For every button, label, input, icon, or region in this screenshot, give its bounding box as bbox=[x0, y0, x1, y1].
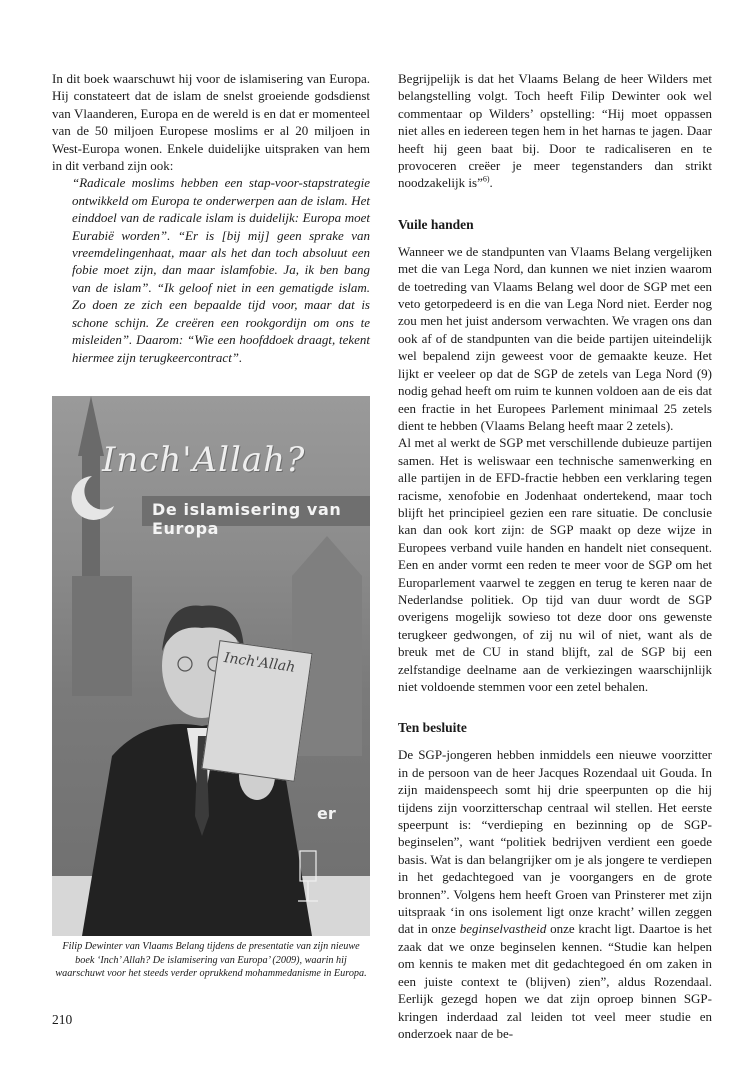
paragraph-wilders-end: . bbox=[489, 175, 493, 191]
paragraph-wilders bbox=[398, 70, 712, 192]
book-title: Inch'Allah bbox=[222, 649, 297, 676]
banner-subtitle: De islamisering van Europa bbox=[152, 500, 342, 538]
heading-vuile-handen: Vuile handen bbox=[398, 216, 474, 232]
paragraph-sgp-jongeren-a: De SGP-jongeren hebben inmiddels een nieuwe voorzitter in de persoon van de heer Jacques Rozendaal uit Gouda. In zijn maidenspeech somt hij drie speerpunten op die hij tijdens zijn voorzitterschap centraal wil stellen. Het eerste speerpunt is: “verdieping en bezinning op de SGP-beginselen”, want “politiek bedrijven verdient een goede basis. Wat is dan belangrijker om je als jongere te verdiepen in het gedachtegoed van je voorgangers en de grote bronnen”. Volgens hem heeft Groen van Prinsterer met zijn uitspraak ‘in ons isolement ligt onze kracht’ willen zeggen dat in onze bbox=[398, 747, 712, 937]
right-column bbox=[398, 70, 712, 1042]
footnote-ref: 6) bbox=[482, 175, 490, 185]
emphasis-beginselvastheid: beginselvastheid bbox=[459, 921, 547, 937]
paragraph-dubieuze-partijen: Al met al werkt de SGP met verschillende dubieuze partijen samen. Het is weliswaar een technische samenwerking en alle partijen in de EFD-fractie hebben een verklaring tegen racisme, xenofobie en Jodenhaat ondertekend, maar toch blijft het principieel gezien een rare situatie. De conclusie kan dan ook kort zijn: de SGP maakt op deze wijze in Europees verband vuile handen en handelt niet consequent. Een en ander vormt een reden te meer voor de SGP om het Europarlement vaarwel te zeggen en terug te keren naar de Nederlandse politiek. Op tijd van duur wordt de SGP overigens mogelijk sowieso tot deze door ons gewenste terugkeer gedwongen, of zij nu wil of niet, want als de breuk met de CU in stand blijft, zal de SGP bij een zelfstandige deelname aan de verkiezingen waarschijnlijk niet voldoende stemmen voor een zetel behalen. bbox=[398, 435, 712, 694]
paragraph-sgp-jongeren-b: onze kracht ligt. Daartoe is het zaak dat we onze beginselen kennen. “Studie kan helpen om kennis te maken met dit gedachtegoed én om zaken in een juiste context te (blijven) zien”, aldus Rozendaal. Eerlijk gezegd hopen we dat zijn oproep binnen SGP-kringen inderdaad zal leiden tot veel meer studie en onderzoek naar de be- bbox=[398, 921, 712, 1041]
paragraph-wilders-text: Begrijpelijk is dat het Vlaams Belang de heer Wilders met belangstelling volgt. Toch heeft Filip Dewinter ook wel commentaar op Wilders’ opstelling: “Hij moet oppassen niet alles en iedereen tegen hem in het harnas te jagen. Daar heeft hij geen baat bij. Door te radicaliseren en te provoceren creëer je meer tegenstanders dan strikt noodzakelijk is” bbox=[398, 71, 712, 191]
presentation-photo bbox=[52, 396, 370, 936]
page-number: 210 bbox=[52, 1012, 73, 1027]
quote-block: “Radicale moslims hebben een stap-voor-stapstrategie ontwikkeld om Europa te onderwerpen aan de islam. Het einddoel van de radicale islam is duidelijk: Europa moet Eurabië worden”. “Er is [bij mij] geen sprake van vreemdelingenhaat, maar als het dan toch absoluut een fobie moet zijn, dan maar islamfobie. Ja, ik ben bang van de islam”. “Ik geloof niet in een gematigde islam. Zo doen ze zich een bepaalde tijd voor, maar dat is schone schijn. Ze creëren een rookgordijn om ons te misleiden”. Daarom: “Wie een hoofddoek draagt, tekent hiermee zijn terugkeercontract”. bbox=[72, 175, 370, 365]
intro-paragraph: In dit boek waarschuwt hij voor de islamisering van Europa. Hij constateert dat de islam de snelst groeiende godsdienst van Vlaanderen, Europa en de wereld is en dat er momenteel van de 50 miljoen Europese moslims er al 20 miljoen in West-Europa wonen. Enkele duidelijke uitspraken van hem in dit verband zijn ook: bbox=[52, 71, 370, 174]
paragraph-sgp-jongeren bbox=[398, 746, 712, 1042]
heading-ten-besluite: Ten besluite bbox=[398, 720, 467, 736]
held-book bbox=[201, 640, 312, 782]
banner-fragment: er bbox=[317, 804, 336, 823]
paragraph-lega-nord: Wanneer we de standpunten van Vlaams Belang vergelijken met die van Lega Nord, dan kunnen we niet inzien waarom de toetreding van Vlaams Belang wel door de SGP met een veto getorpedeerd is en die van Lega Nord niet. Eerder nog zou men het juist andersom verwachten. We vragen ons dan ook af of de standpunten van die beide partijen uiteindelijk wel bepalend zijn geweest voor de gemaakte keuze. Het lijkt er veeleer op dat de SGP de zetels van Lega Nord (9) nodig gehad heeft om ruim te kunnen voldoen aan de eis dat een fractie in het Europees Parlement minimaal 25 zetels dient te hebben (Vlaams Belang heeft maar 2 zetels). bbox=[398, 243, 712, 433]
left-column bbox=[52, 70, 370, 366]
photo-caption: Filip Dewinter van Vlaams Belang tijdens de presentatie van zijn nieuwe boek ‘Inch’ Allah? De islamisering van Europa’ (2009), waarin hij waarschuwt voor het steeds verder oprukkend mohammedanisme in Europa. bbox=[55, 941, 367, 979]
banner-title: Inch'Allah? bbox=[102, 440, 306, 480]
